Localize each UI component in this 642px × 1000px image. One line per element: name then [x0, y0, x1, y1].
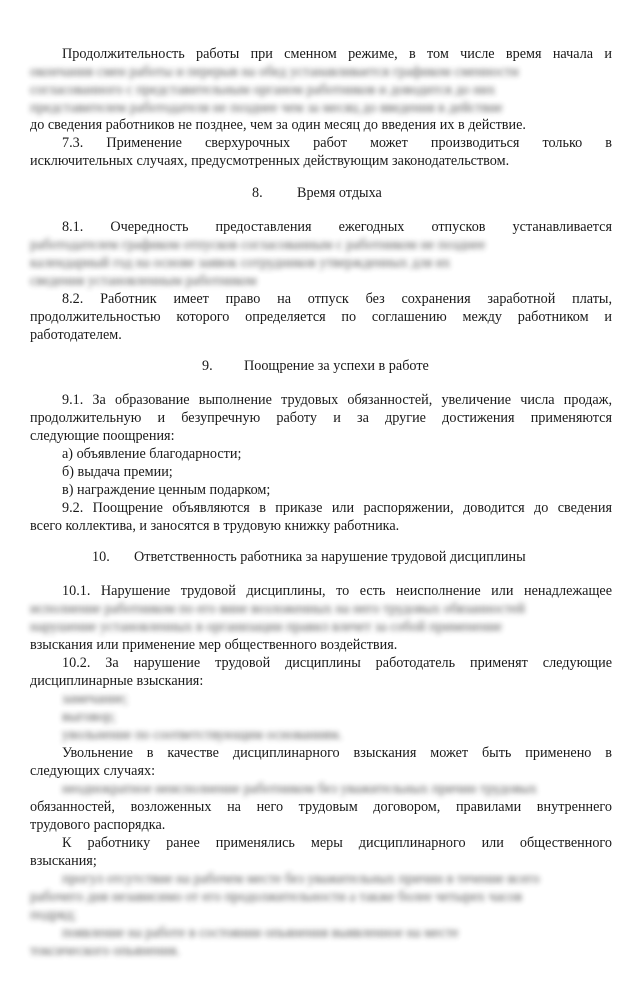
p9-1-item-b: б) выдача премии;: [62, 464, 173, 480]
redacted-line: представителем работодателя не позднее чем за месяц до введения в действие: [30, 100, 503, 116]
redacted-line: нарушение установленных в организации правил влечет за собой применение: [30, 619, 502, 635]
p10-1-line4: взыскания или применение мер общественного воздействия.: [30, 637, 398, 653]
section-8-title: Время отдыха: [297, 185, 382, 201]
redacted-line: замечание;: [62, 691, 128, 707]
p7-2-last-line: до сведения работников не позднее, чем за один месяц до введения их в действие.: [30, 117, 526, 133]
redacted-line: согласованного с представительным органом работников и доводится до них: [30, 82, 496, 98]
p7-2-intro-line: Продолжительность работы при сменном режиме, в том числе время начала и: [62, 46, 612, 62]
p9-1-line1: 9.1. За образование выполнение трудовых обязанностей, увеличение числа продаж,: [62, 392, 612, 408]
p10-2-line1: 10.2. За нарушение трудовой дисциплины работодатель применят следующие: [62, 655, 612, 671]
redacted-line: подряд;: [30, 907, 77, 923]
redacted-line: календарный год на основе заявок сотрудников утвержденных для их: [30, 255, 451, 271]
redacted-line: рабочего дня независимо от его продолжительности а также более четырех часов: [30, 889, 523, 905]
p9-1-line2: продолжительную и безупречную работу и за другие достижения применяются: [30, 410, 612, 426]
p10-2-line2: дисциплинарные взыскания:: [30, 673, 204, 689]
p8-1-line1: 8.1. Очередность предоставления ежегодных отпусков устанавливается: [62, 219, 612, 235]
redacted-line: прогул отсутствие на рабочем месте без уважительных причин в течение всего: [62, 871, 540, 887]
p8-2-line2: продолжительностью которого определяется по соглашению между работником и: [30, 309, 612, 325]
section-9-title: Поощрение за успехи в работе: [244, 358, 429, 374]
p10-1-line1: 10.1. Нарушение трудовой дисциплины, то есть неисполнение или ненадлежащее: [62, 583, 612, 599]
p9-1-item-a: а) объявление благодарности;: [62, 446, 242, 462]
p9-2-line1: 9.2. Поощрение объявляются в приказе или распоряжении, доводится до сведения: [62, 500, 612, 516]
case2-line1: К работнику ранее применялись меры дисциплинарного или общественного: [62, 835, 612, 851]
section-10-number: 10.: [92, 549, 110, 565]
redacted-line: работодателем графиком отпусков согласованным с работником не позднее: [30, 237, 486, 253]
redacted-line: токсического опьянения.: [30, 943, 180, 959]
p9-2-line2: всего коллектива, и заносятся в трудовую книжку работника.: [30, 518, 400, 534]
case1-line2: обязанностей, возложенных на него трудовым договором, правилами внутреннего: [30, 799, 612, 815]
redacted-line: окончания смен работы и перерыв на обед устанавливается графиком сменности: [30, 64, 519, 80]
section-10-title: Ответственность работника за нарушение трудовой дисциплины: [134, 549, 526, 565]
redacted-line: выговор;: [62, 709, 116, 725]
p7-3-line1: 7.3. Применение сверхурочных работ может производиться только в: [62, 135, 612, 151]
redacted-line: неоднократное неисполнение работником без уважительных причин трудовых: [62, 781, 538, 797]
dismissal-line2: следующих случаях:: [30, 763, 156, 779]
p7-3-line2: исключительных случаях, предусмотренных действующим законодательством.: [30, 153, 510, 169]
p8-2-line1: 8.2. Работник имеет право на отпуск без сохранения заработной платы,: [62, 291, 612, 307]
p8-2-line3: работодателем.: [30, 327, 122, 343]
redacted-line: исполнение работником по его вине возложенных на него трудовых обязанностей: [30, 601, 526, 617]
dismissal-line1: Увольнение в качестве дисциплинарного взыскания может быть применено в: [62, 745, 612, 761]
redacted-line: увольнение по соответствующим основаниям.: [62, 727, 343, 743]
section-9-number: 9.: [202, 358, 213, 374]
p9-1-line3: следующие поощрения:: [30, 428, 175, 444]
case1-line3: трудового распорядка.: [30, 817, 166, 833]
redacted-line: появление на работе в состоянии опьянения выявленное на месте: [62, 925, 459, 941]
p9-1-item-c: в) награждение ценным подарком;: [62, 482, 271, 498]
case2-line2: взыскания;: [30, 853, 97, 869]
section-8-number: 8.: [252, 185, 263, 201]
redacted-line: сведения установленным работником: [30, 273, 257, 289]
